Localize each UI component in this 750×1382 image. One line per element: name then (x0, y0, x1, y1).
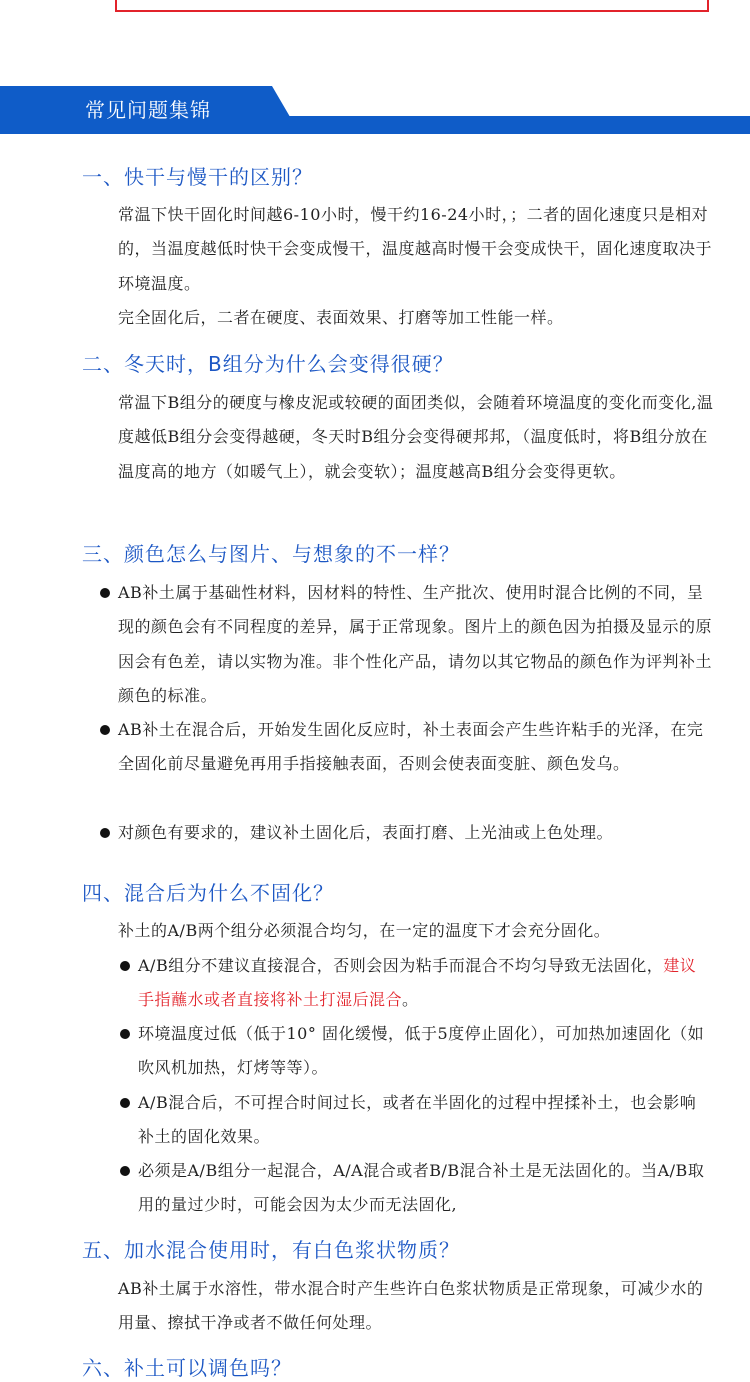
question-4-bullet-4 (138, 1154, 708, 1223)
bullet-dot-icon (100, 725, 110, 735)
bullet-dot-icon (100, 588, 110, 598)
top-frame-border (115, 0, 709, 12)
question-3-bullet-3 (118, 816, 714, 850)
section-header-title: 常见问题集锦 (85, 98, 211, 122)
question-4-bullet-2 (138, 1017, 708, 1086)
bullet-text: 对颜色有要求的，建议补土固化后，表面打磨、上光油或上色处理。 (118, 823, 614, 842)
bullet-text: A/B组分不建议直接混合，否则会因为粘手而混合不均匀导致无法固化， (138, 956, 664, 975)
bullet-text: AB补土在混合后，开始发生固化反应时，补土表面会产生些许粘手的光泽，在完全固化前尽量避免再用手指接触表面，否则会使表面变脏、颜色发乌。 (118, 720, 704, 774)
bullet-dot-icon (120, 1098, 130, 1108)
highlight-text: 建议手指蘸水或者直接将补土打湿后混合 (138, 956, 697, 1010)
question-1-answer-note: 完全固化后，二者在硬度、表面效果、打磨等加工性能一样。 (118, 308, 564, 327)
bullet-dot-icon (100, 828, 110, 838)
question-1-heading: 一、快干与慢干的区别？ (82, 165, 313, 189)
bullet-text: 必须是A/B组分一起混合，A/A混合或者B/B混合补土是无法固化的。当A/B取用的量过少时，可能会因为太少而无法固化, (138, 1161, 705, 1215)
bullet-text-end: 。 (402, 990, 419, 1010)
question-4-bullet-1 (138, 949, 708, 1018)
bullet-text: A/B混合后，不可捏合时间过长，或者在半固化的过程中捏揉补土，也会影响补土的固化效果。 (138, 1093, 697, 1147)
question-4-heading: 四、混合后为什么不固化？ (82, 881, 334, 905)
question-4-bullet-3 (138, 1086, 708, 1155)
question-3-heading: 三、颜色怎么与图片、与想象的不一样？ (82, 542, 460, 566)
bullet-dot-icon (120, 1029, 130, 1039)
bullet-text: AB补土属于基础性材料，因材料的特性、生产批次、使用时混合比例的不同，呈现的颜色会有不同程度的差异，属于正常现象。图片上的颜色因为拍摄及显示的原因会有色差，请以实物为准。非个性化产品，请勿以其它物品的颜色作为评判补土颜色的标准。 (118, 583, 713, 705)
bullet-dot-icon (120, 1166, 130, 1176)
question-3-bullet-1 (118, 576, 714, 713)
question-6-heading: 六、补土可以调色吗？ (82, 1356, 292, 1380)
bullet-text: 环境温度过低（低于10° 固化缓慢，低于5度停止固化），可加热加速固化（如吹风机加热，灯烤等等）。 (138, 1024, 705, 1078)
bullet-dot-icon (120, 961, 130, 971)
question-5-answer: AB补土属于水溶性，带水混合时产生些许白色浆状物质是正常现象，可减少水的用量、擦拭干净或者不做任何处理。 (118, 1279, 704, 1333)
question-4-intro: 补土的A/B两个组分必须混合均匀，在一定的温度下才会充分固化。 (118, 921, 611, 940)
question-1-answer: 常温下快干固化时间越6-10小时，慢干约16-24小时，；二者的固化速度只是相对的，当温度越低时快干会变成慢干，温度越高时慢干会变成快干，固化速度取决于环境温度。 (118, 205, 713, 293)
question-2-heading: 二、冬天时，B组分为什么会变得很硬？ (82, 352, 454, 376)
question-5-heading: 五、加水混合使用时，有白色浆状物质？ (82, 1238, 460, 1262)
question-2-answer: 常温下B组分的硬度与橡皮泥或较硬的面团类似，会随着环境温度的变化而变化,温度越低B组分会变得越硬，冬天时B组分会变得硬邦邦，（温度低时，将B组分放在温度高的地方（如暖气上），就会变软）；温度越高B组分会变得更软。 (118, 393, 714, 481)
question-3-bullet-2 (118, 713, 714, 782)
